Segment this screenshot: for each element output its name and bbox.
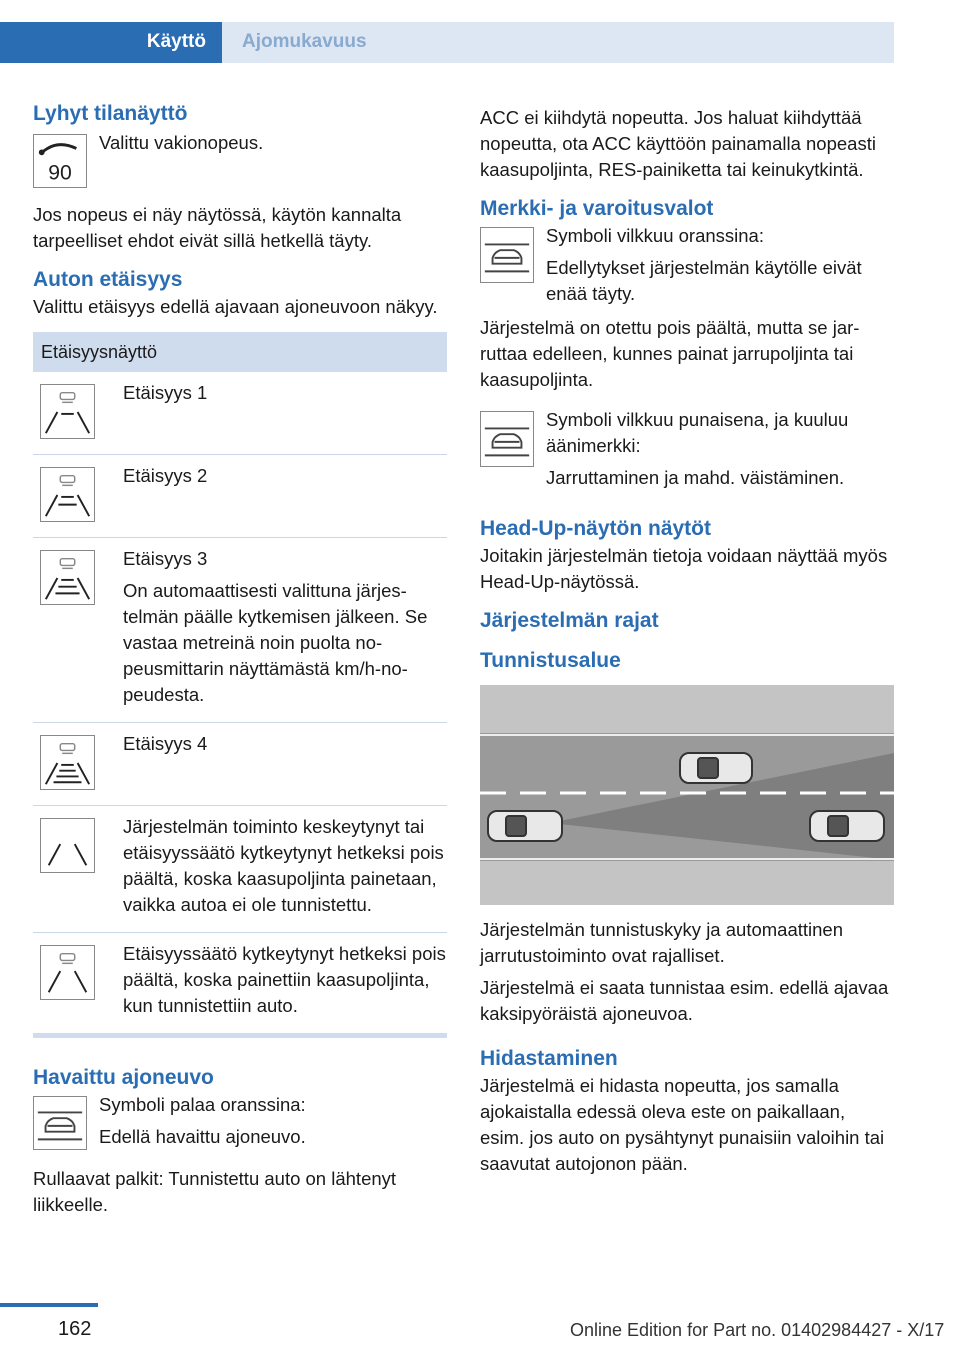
table-row	[33, 455, 447, 538]
svg-text:90: 90	[48, 161, 72, 185]
rolling-bars-text: Rullaavat palkit: Tunnistettu auto on lähtenyt liikkeelle.	[33, 1168, 397, 1215]
table-row	[33, 538, 447, 723]
distance-1-icon	[40, 384, 95, 439]
short-display-heading: Lyhyt tilanäyttö	[33, 102, 188, 125]
distance-3-icon	[40, 550, 95, 605]
orange-line2: Edellytykset järjestelmän käytölle eivät enää täyty.	[546, 257, 862, 304]
table-row	[33, 806, 447, 933]
red-line2: Jarruttaminen ja mahd. väistäminen.	[546, 467, 845, 488]
short-display-row	[33, 130, 447, 190]
table-row	[33, 933, 447, 1033]
orange-warning-row	[480, 223, 894, 307]
table-bottom-rule	[33, 1033, 447, 1038]
row-text: Etäisyys 3	[123, 548, 208, 569]
right-column	[480, 105, 894, 1177]
left-column	[33, 100, 447, 1218]
table-header: Etäisyysnäyttö	[33, 332, 447, 372]
car-ahead-icon	[680, 753, 752, 783]
car-alarm-icon	[480, 411, 534, 467]
distance-off-icon	[40, 818, 95, 873]
detected-line2: Edellä havaittu ajoneuvo.	[99, 1126, 306, 1147]
row-text: Etäisyys 2	[123, 465, 208, 486]
limits-heading: Järjestelmän rajat	[480, 609, 659, 632]
tab-ajomukavuus[interactable]	[222, 22, 894, 63]
tab-kaytto[interactable]	[0, 22, 222, 63]
off-text: Järjestelmä on otettu pois päältä, mutta se jarruttaa edelleen, kunnes painat jarrupoljinta tai kaasupoljinta.	[480, 317, 860, 390]
footer-rule	[0, 1303, 98, 1307]
acc-text: ACC ei kiihdytä nopeutta. Jos haluat kiihdyttää nopeutta, ota ACC käyttöön painamalla nopeasti kaasupoljinta, RES-painiketta tai keinukytkintä.	[480, 107, 876, 180]
row-text: Järjestelmän toiminto keskeytynyt tai etäisyyssäätö kytkeytynyt hetkeksi pois päältä, koska kaasupoljinta painetaan, vaikka autoa ei ole tunnistettu.	[123, 816, 444, 915]
slow-heading: Hidastaminen	[480, 1047, 618, 1070]
header-bar	[0, 22, 894, 63]
red-warning-row	[480, 407, 894, 491]
edition-text: Online Edition for Part no. 01402984427 - X/17	[570, 1320, 945, 1340]
hud-text: Joitakin järjestelmän tietoja voidaan näyttää myös Head-Up-näytössä.	[480, 545, 888, 592]
distance-text: Valittu etäisyys edellä ajavaan ajoneuvoon näkyy.	[33, 296, 438, 317]
short-display-text: Valittu vakionopeus.	[99, 132, 264, 153]
range-text2: Järjestelmä ei saata tunnistaa esim. edellä ajavaa kaksipyöräistä ajoneuvoa.	[480, 977, 889, 1024]
hud-heading: Head-Up-näytön näytöt	[480, 517, 711, 540]
distance-4-icon	[40, 735, 95, 790]
car-same-lane-icon	[810, 811, 884, 841]
warning-heading: Merkki- ja varoitusvalot	[480, 197, 714, 220]
orange-line1: Symboli vilkkuu oranssina:	[546, 225, 764, 246]
detected-heading: Havaittu ajoneuvo	[33, 1066, 214, 1089]
range-text1: Järjestelmän tunnistuskyky ja automaattinen jarrutustoiminto ovat rajalliset.	[480, 919, 843, 966]
row-description: On automaattisesti valittuna järjestelmän päälle kytkemisen jälkeen. Se vastaa metreinä noin puolta nopeusmittarin näyttämästä km/h-nopeudesta.	[123, 580, 428, 705]
slow-text: Järjestelmä ei hidasta nopeutta, jos samalla ajokaistalla edessä oleva este on paikallaan, esim. jos auto on pysähtynyt punaisiin valoihin tai saavutat autojonon pään.	[480, 1075, 885, 1174]
table-row	[33, 723, 447, 806]
distance-table	[33, 332, 447, 1038]
distance-heading: Auton etäisyys	[33, 268, 183, 291]
table-row	[33, 372, 447, 455]
detected-line1: Symboli palaa oranssina:	[99, 1094, 306, 1115]
speed-gauge-icon	[33, 134, 87, 188]
detection-range-diagram	[480, 685, 894, 905]
detected-row	[33, 1092, 447, 1152]
distance-2-icon	[40, 467, 95, 522]
own-car-icon	[488, 811, 562, 841]
distance-suspended-icon	[40, 945, 95, 1000]
page-number: 162	[58, 1318, 92, 1340]
red-line1: Symboli vilkkuu punaisena, ja kuuluu äänimerkki:	[546, 409, 849, 456]
car-icon	[33, 1096, 87, 1150]
tab-ajomukavuus-label: Ajomukavuus	[242, 31, 367, 52]
range-heading: Tunnistusalue	[480, 649, 621, 672]
speed-not-shown-text: Jos nopeus ei näy näytössä, käytön kannalta tarpeelliset ehdot eivät sillä hetkellä täyty.	[33, 204, 402, 251]
row-text: Etäisyyssäätö kytkeytynyt hetkeksi pois päältä, koska painettiin kaasupoljinta, kun tunnistettiin auto.	[123, 943, 446, 1016]
tab-kaytto-label: Käyttö	[146, 31, 206, 52]
row-text: Etäisyys 1	[123, 382, 208, 403]
row-text: Etäisyys 4	[123, 733, 208, 754]
car-warning-icon	[480, 227, 534, 283]
